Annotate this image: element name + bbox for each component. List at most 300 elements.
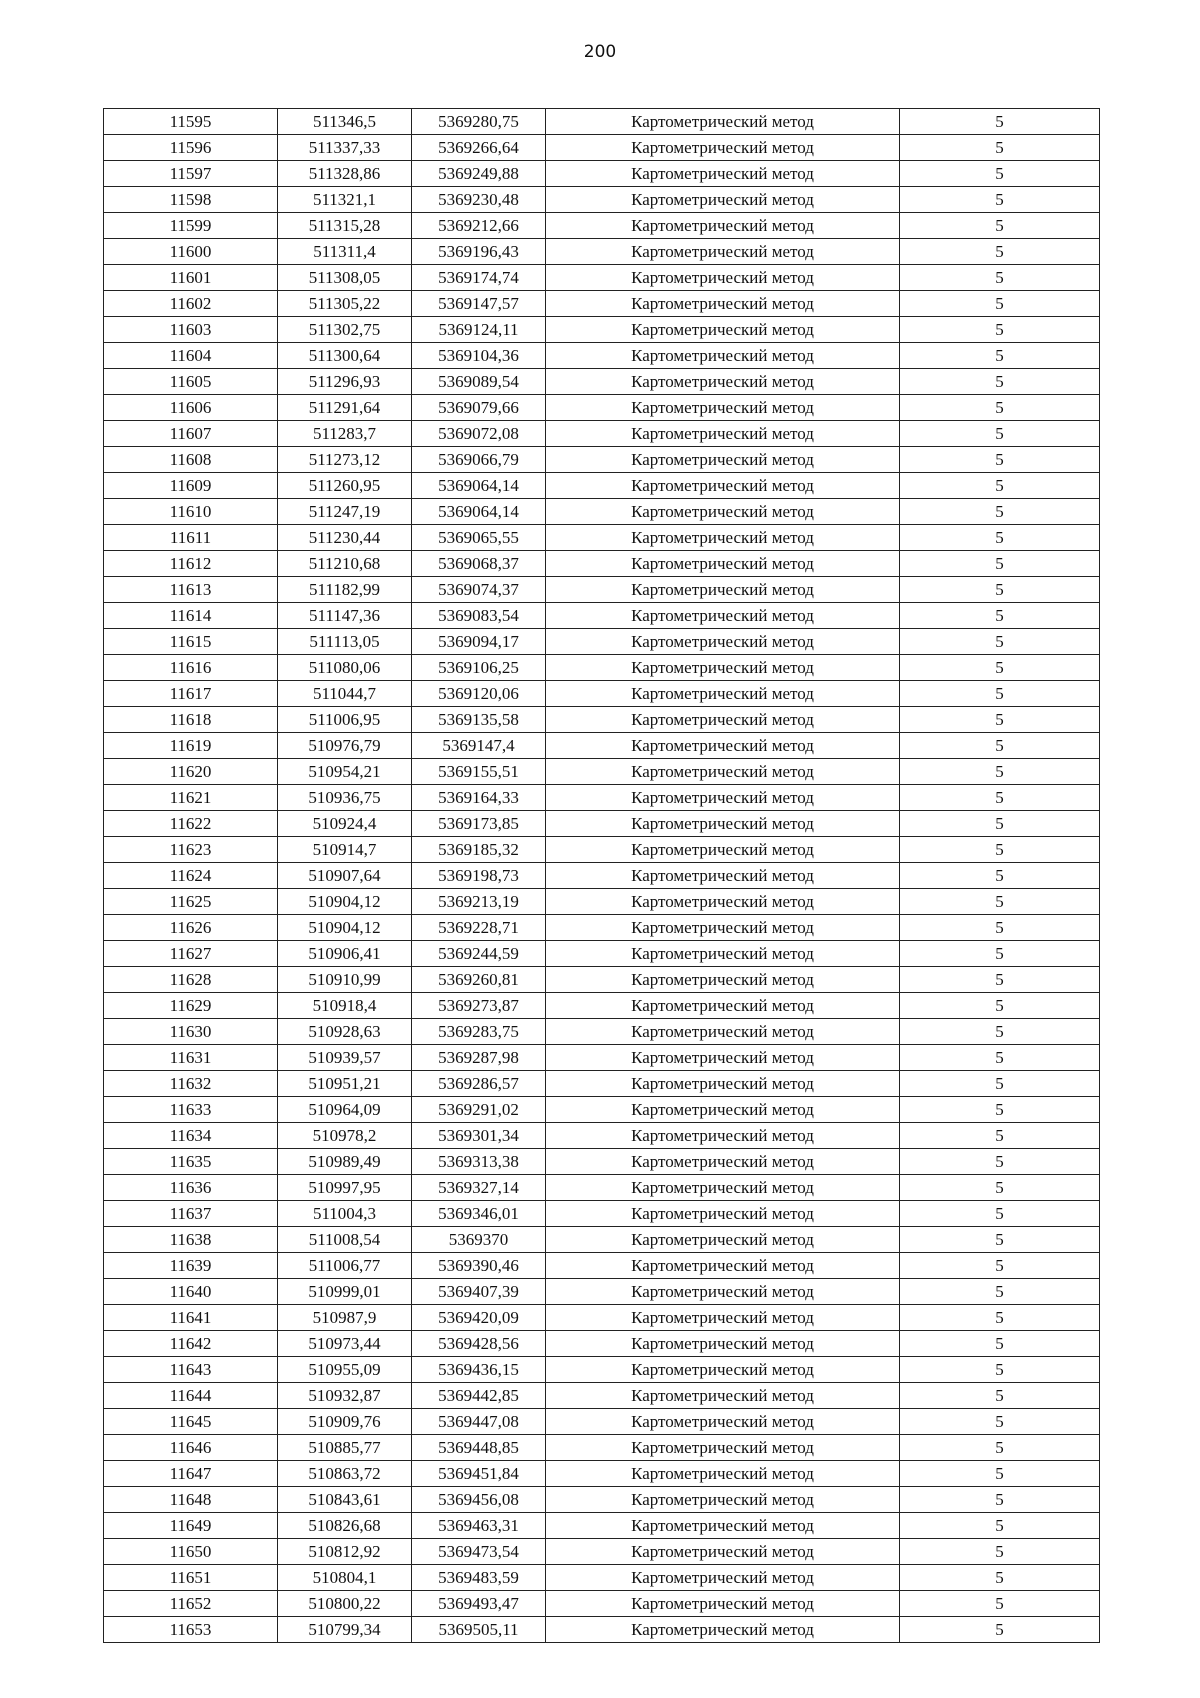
table-row	[104, 603, 1100, 629]
table-row	[104, 1487, 1100, 1513]
y-coordinate-cell: 5369064,14	[412, 473, 546, 499]
accuracy-cell: 5	[900, 395, 1100, 421]
y-coordinate-cell: 5369068,37	[412, 551, 546, 577]
y-coordinate-cell: 5369066,79	[412, 447, 546, 473]
y-coordinate-cell: 5369473,54	[412, 1539, 546, 1565]
table-row	[104, 291, 1100, 317]
table-row	[104, 1513, 1100, 1539]
y-coordinate-cell: 5369135,58	[412, 707, 546, 733]
table-row	[104, 577, 1100, 603]
y-coordinate-cell: 5369286,57	[412, 1071, 546, 1097]
y-coordinate-cell: 5369287,98	[412, 1045, 546, 1071]
method-cell: Картометрический метод	[546, 1383, 900, 1409]
x-coordinate-cell: 510939,57	[278, 1045, 412, 1071]
method-cell: Картометрический метод	[546, 811, 900, 837]
accuracy-cell: 5	[900, 1123, 1100, 1149]
x-coordinate-cell: 511296,93	[278, 369, 412, 395]
y-coordinate-cell: 5369185,32	[412, 837, 546, 863]
point-number-cell: 11617	[104, 681, 278, 707]
x-coordinate-cell: 511273,12	[278, 447, 412, 473]
method-cell: Картометрический метод	[546, 993, 900, 1019]
x-coordinate-cell: 511305,22	[278, 291, 412, 317]
x-coordinate-cell: 511006,95	[278, 707, 412, 733]
x-coordinate-cell: 510964,09	[278, 1097, 412, 1123]
method-cell: Картометрический метод	[546, 135, 900, 161]
accuracy-cell: 5	[900, 1097, 1100, 1123]
x-coordinate-cell: 511008,54	[278, 1227, 412, 1253]
table-row	[104, 1565, 1100, 1591]
x-coordinate-cell: 510951,21	[278, 1071, 412, 1097]
x-coordinate-cell: 511004,3	[278, 1201, 412, 1227]
y-coordinate-cell: 5369493,47	[412, 1591, 546, 1617]
x-coordinate-cell: 510914,7	[278, 837, 412, 863]
method-cell: Картометрический метод	[546, 863, 900, 889]
accuracy-cell: 5	[900, 1591, 1100, 1617]
x-coordinate-cell: 510826,68	[278, 1513, 412, 1539]
point-number-cell: 11627	[104, 941, 278, 967]
method-cell: Картометрический метод	[546, 1201, 900, 1227]
table-row	[104, 1175, 1100, 1201]
method-cell: Картометрический метод	[546, 1539, 900, 1565]
method-cell: Картометрический метод	[546, 603, 900, 629]
accuracy-cell: 5	[900, 551, 1100, 577]
x-coordinate-cell: 510978,2	[278, 1123, 412, 1149]
accuracy-cell: 5	[900, 525, 1100, 551]
table-row	[104, 1617, 1100, 1643]
accuracy-cell: 5	[900, 1305, 1100, 1331]
accuracy-cell: 5	[900, 213, 1100, 239]
accuracy-cell: 5	[900, 343, 1100, 369]
y-coordinate-cell: 5369448,85	[412, 1435, 546, 1461]
x-coordinate-cell: 511113,05	[278, 629, 412, 655]
point-number-cell: 11630	[104, 1019, 278, 1045]
table-row	[104, 707, 1100, 733]
x-coordinate-cell: 511210,68	[278, 551, 412, 577]
point-number-cell: 11621	[104, 785, 278, 811]
x-coordinate-cell: 510863,72	[278, 1461, 412, 1487]
table-row	[104, 1123, 1100, 1149]
table-row	[104, 395, 1100, 421]
y-coordinate-cell: 5369456,08	[412, 1487, 546, 1513]
x-coordinate-cell: 510936,75	[278, 785, 412, 811]
point-number-cell: 11608	[104, 447, 278, 473]
method-cell: Картометрический метод	[546, 1019, 900, 1045]
y-coordinate-cell: 5369420,09	[412, 1305, 546, 1331]
y-coordinate-cell: 5369390,46	[412, 1253, 546, 1279]
coordinates-table	[103, 108, 1100, 1643]
point-number-cell: 11639	[104, 1253, 278, 1279]
table-row	[104, 655, 1100, 681]
x-coordinate-cell: 510976,79	[278, 733, 412, 759]
x-coordinate-cell: 510955,09	[278, 1357, 412, 1383]
y-coordinate-cell: 5369094,17	[412, 629, 546, 655]
accuracy-cell: 5	[900, 1617, 1100, 1643]
method-cell: Картометрический метод	[546, 239, 900, 265]
table-row	[104, 421, 1100, 447]
x-coordinate-cell: 511300,64	[278, 343, 412, 369]
point-number-cell: 11649	[104, 1513, 278, 1539]
table-row	[104, 551, 1100, 577]
x-coordinate-cell: 510904,12	[278, 889, 412, 915]
y-coordinate-cell: 5369198,73	[412, 863, 546, 889]
point-number-cell: 11641	[104, 1305, 278, 1331]
point-number-cell: 11623	[104, 837, 278, 863]
table-row	[104, 1383, 1100, 1409]
method-cell: Картометрический метод	[546, 655, 900, 681]
method-cell: Картометрический метод	[546, 1227, 900, 1253]
accuracy-cell: 5	[900, 1513, 1100, 1539]
x-coordinate-cell: 510932,87	[278, 1383, 412, 1409]
y-coordinate-cell: 5369064,14	[412, 499, 546, 525]
y-coordinate-cell: 5369283,75	[412, 1019, 546, 1045]
table-row	[104, 681, 1100, 707]
x-coordinate-cell: 510928,63	[278, 1019, 412, 1045]
method-cell: Картометрический метод	[546, 941, 900, 967]
x-coordinate-cell: 511311,4	[278, 239, 412, 265]
table-row	[104, 369, 1100, 395]
x-coordinate-cell: 510918,4	[278, 993, 412, 1019]
x-coordinate-cell: 510910,99	[278, 967, 412, 993]
method-cell: Картометрический метод	[546, 447, 900, 473]
point-number-cell: 11647	[104, 1461, 278, 1487]
y-coordinate-cell: 5369244,59	[412, 941, 546, 967]
accuracy-cell: 5	[900, 655, 1100, 681]
table-row	[104, 187, 1100, 213]
y-coordinate-cell: 5369106,25	[412, 655, 546, 681]
point-number-cell: 11615	[104, 629, 278, 655]
accuracy-cell: 5	[900, 1565, 1100, 1591]
table-row	[104, 1461, 1100, 1487]
method-cell: Картометрический метод	[546, 1409, 900, 1435]
accuracy-cell: 5	[900, 1253, 1100, 1279]
y-coordinate-cell: 5369104,36	[412, 343, 546, 369]
y-coordinate-cell: 5369260,81	[412, 967, 546, 993]
y-coordinate-cell: 5369483,59	[412, 1565, 546, 1591]
method-cell: Картометрический метод	[546, 759, 900, 785]
table-row	[104, 473, 1100, 499]
x-coordinate-cell: 511321,1	[278, 187, 412, 213]
point-number-cell: 11613	[104, 577, 278, 603]
method-cell: Картометрический метод	[546, 369, 900, 395]
point-number-cell: 11609	[104, 473, 278, 499]
table-row	[104, 1357, 1100, 1383]
accuracy-cell: 5	[900, 811, 1100, 837]
point-number-cell: 11612	[104, 551, 278, 577]
method-cell: Картометрический метод	[546, 1305, 900, 1331]
accuracy-cell: 5	[900, 993, 1100, 1019]
y-coordinate-cell: 5369155,51	[412, 759, 546, 785]
point-number-cell: 11642	[104, 1331, 278, 1357]
accuracy-cell: 5	[900, 1331, 1100, 1357]
accuracy-cell: 5	[900, 577, 1100, 603]
point-number-cell: 11652	[104, 1591, 278, 1617]
y-coordinate-cell: 5369436,15	[412, 1357, 546, 1383]
point-number-cell: 11628	[104, 967, 278, 993]
point-number-cell: 11616	[104, 655, 278, 681]
x-coordinate-cell: 511346,5	[278, 109, 412, 135]
method-cell: Картометрический метод	[546, 1123, 900, 1149]
method-cell: Картометрический метод	[546, 317, 900, 343]
point-number-cell: 11636	[104, 1175, 278, 1201]
method-cell: Картометрический метод	[546, 1253, 900, 1279]
table-row	[104, 993, 1100, 1019]
method-cell: Картометрический метод	[546, 395, 900, 421]
y-coordinate-cell: 5369442,85	[412, 1383, 546, 1409]
method-cell: Картометрический метод	[546, 1435, 900, 1461]
table-row	[104, 317, 1100, 343]
accuracy-cell: 5	[900, 837, 1100, 863]
point-number-cell: 11606	[104, 395, 278, 421]
x-coordinate-cell: 510909,76	[278, 1409, 412, 1435]
point-number-cell: 11607	[104, 421, 278, 447]
x-coordinate-cell: 511044,7	[278, 681, 412, 707]
point-number-cell: 11638	[104, 1227, 278, 1253]
y-coordinate-cell: 5369120,06	[412, 681, 546, 707]
point-number-cell: 11637	[104, 1201, 278, 1227]
y-coordinate-cell: 5369327,14	[412, 1175, 546, 1201]
method-cell: Картометрический метод	[546, 1175, 900, 1201]
accuracy-cell: 5	[900, 317, 1100, 343]
x-coordinate-cell: 510987,9	[278, 1305, 412, 1331]
y-coordinate-cell: 5369147,4	[412, 733, 546, 759]
point-number-cell: 11625	[104, 889, 278, 915]
point-number-cell: 11651	[104, 1565, 278, 1591]
y-coordinate-cell: 5369173,85	[412, 811, 546, 837]
point-number-cell: 11622	[104, 811, 278, 837]
method-cell: Картометрический метод	[546, 1071, 900, 1097]
accuracy-cell: 5	[900, 1487, 1100, 1513]
table-row	[104, 161, 1100, 187]
method-cell: Картометрический метод	[546, 291, 900, 317]
accuracy-cell: 5	[900, 1357, 1100, 1383]
coordinates-table-body	[104, 109, 1100, 1643]
x-coordinate-cell: 510804,1	[278, 1565, 412, 1591]
point-number-cell: 11605	[104, 369, 278, 395]
table-row	[104, 499, 1100, 525]
table-row	[104, 1019, 1100, 1045]
point-number-cell: 11603	[104, 317, 278, 343]
point-number-cell: 11629	[104, 993, 278, 1019]
point-number-cell: 11648	[104, 1487, 278, 1513]
method-cell: Картометрический метод	[546, 109, 900, 135]
accuracy-cell: 5	[900, 135, 1100, 161]
y-coordinate-cell: 5369273,87	[412, 993, 546, 1019]
x-coordinate-cell: 511147,36	[278, 603, 412, 629]
y-coordinate-cell: 5369447,08	[412, 1409, 546, 1435]
accuracy-cell: 5	[900, 681, 1100, 707]
accuracy-cell: 5	[900, 1279, 1100, 1305]
method-cell: Картометрический метод	[546, 1487, 900, 1513]
method-cell: Картометрический метод	[546, 707, 900, 733]
x-coordinate-cell: 510906,41	[278, 941, 412, 967]
point-number-cell: 11601	[104, 265, 278, 291]
method-cell: Картометрический метод	[546, 551, 900, 577]
x-coordinate-cell: 510904,12	[278, 915, 412, 941]
accuracy-cell: 5	[900, 291, 1100, 317]
table-row	[104, 863, 1100, 889]
accuracy-cell: 5	[900, 603, 1100, 629]
x-coordinate-cell: 510997,95	[278, 1175, 412, 1201]
x-coordinate-cell: 510973,44	[278, 1331, 412, 1357]
y-coordinate-cell: 5369065,55	[412, 525, 546, 551]
accuracy-cell: 5	[900, 759, 1100, 785]
table-row	[104, 889, 1100, 915]
table-row	[104, 1227, 1100, 1253]
table-row	[104, 213, 1100, 239]
x-coordinate-cell: 511315,28	[278, 213, 412, 239]
table-row	[104, 109, 1100, 135]
x-coordinate-cell: 511337,33	[278, 135, 412, 161]
accuracy-cell: 5	[900, 1383, 1100, 1409]
y-coordinate-cell: 5369164,33	[412, 785, 546, 811]
point-number-cell: 11631	[104, 1045, 278, 1071]
y-coordinate-cell: 5369230,48	[412, 187, 546, 213]
table-row	[104, 1097, 1100, 1123]
accuracy-cell: 5	[900, 1461, 1100, 1487]
method-cell: Картометрический метод	[546, 1357, 900, 1383]
table-row	[104, 733, 1100, 759]
point-number-cell: 11653	[104, 1617, 278, 1643]
y-coordinate-cell: 5369266,64	[412, 135, 546, 161]
method-cell: Картометрический метод	[546, 421, 900, 447]
x-coordinate-cell: 510843,61	[278, 1487, 412, 1513]
table-row	[104, 1201, 1100, 1227]
method-cell: Картометрический метод	[546, 1513, 900, 1539]
accuracy-cell: 5	[900, 187, 1100, 213]
y-coordinate-cell: 5369291,02	[412, 1097, 546, 1123]
method-cell: Картометрический метод	[546, 785, 900, 811]
point-number-cell: 11626	[104, 915, 278, 941]
y-coordinate-cell: 5369370	[412, 1227, 546, 1253]
point-number-cell: 11633	[104, 1097, 278, 1123]
point-number-cell: 11624	[104, 863, 278, 889]
point-number-cell: 11646	[104, 1435, 278, 1461]
table-row	[104, 525, 1100, 551]
method-cell: Картометрический метод	[546, 915, 900, 941]
accuracy-cell: 5	[900, 863, 1100, 889]
table-row	[104, 135, 1100, 161]
y-coordinate-cell: 5369301,34	[412, 1123, 546, 1149]
accuracy-cell: 5	[900, 1045, 1100, 1071]
point-number-cell: 11599	[104, 213, 278, 239]
y-coordinate-cell: 5369074,37	[412, 577, 546, 603]
accuracy-cell: 5	[900, 889, 1100, 915]
point-number-cell: 11632	[104, 1071, 278, 1097]
x-coordinate-cell: 511308,05	[278, 265, 412, 291]
x-coordinate-cell: 510799,34	[278, 1617, 412, 1643]
method-cell: Картометрический метод	[546, 213, 900, 239]
method-cell: Картометрический метод	[546, 1461, 900, 1487]
y-coordinate-cell: 5369072,08	[412, 421, 546, 447]
x-coordinate-cell: 510812,92	[278, 1539, 412, 1565]
x-coordinate-cell: 510800,22	[278, 1591, 412, 1617]
x-coordinate-cell: 511260,95	[278, 473, 412, 499]
point-number-cell: 11595	[104, 109, 278, 135]
point-number-cell: 11614	[104, 603, 278, 629]
point-number-cell: 11600	[104, 239, 278, 265]
method-cell: Картометрический метод	[546, 1617, 900, 1643]
x-coordinate-cell: 510907,64	[278, 863, 412, 889]
accuracy-cell: 5	[900, 473, 1100, 499]
accuracy-cell: 5	[900, 707, 1100, 733]
table-row	[104, 759, 1100, 785]
accuracy-cell: 5	[900, 629, 1100, 655]
table-row	[104, 1253, 1100, 1279]
method-cell: Картометрический метод	[546, 889, 900, 915]
method-cell: Картометрический метод	[546, 837, 900, 863]
method-cell: Картометрический метод	[546, 343, 900, 369]
point-number-cell: 11643	[104, 1357, 278, 1383]
accuracy-cell: 5	[900, 1071, 1100, 1097]
accuracy-cell: 5	[900, 1409, 1100, 1435]
point-number-cell: 11618	[104, 707, 278, 733]
table-row	[104, 1409, 1100, 1435]
accuracy-cell: 5	[900, 109, 1100, 135]
table-row	[104, 1149, 1100, 1175]
method-cell: Картометрический метод	[546, 681, 900, 707]
y-coordinate-cell: 5369451,84	[412, 1461, 546, 1487]
method-cell: Картометрический метод	[546, 733, 900, 759]
y-coordinate-cell: 5369213,19	[412, 889, 546, 915]
table-row	[104, 1305, 1100, 1331]
point-number-cell: 11644	[104, 1383, 278, 1409]
method-cell: Картометрический метод	[546, 1279, 900, 1305]
method-cell: Картометрический метод	[546, 967, 900, 993]
method-cell: Картометрический метод	[546, 161, 900, 187]
accuracy-cell: 5	[900, 941, 1100, 967]
table-row	[104, 447, 1100, 473]
method-cell: Картометрический метод	[546, 1149, 900, 1175]
y-coordinate-cell: 5369505,11	[412, 1617, 546, 1643]
point-number-cell: 11597	[104, 161, 278, 187]
table-row	[104, 941, 1100, 967]
x-coordinate-cell: 511328,86	[278, 161, 412, 187]
accuracy-cell: 5	[900, 967, 1100, 993]
y-coordinate-cell: 5369196,43	[412, 239, 546, 265]
point-number-cell: 11610	[104, 499, 278, 525]
x-coordinate-cell: 511283,7	[278, 421, 412, 447]
y-coordinate-cell: 5369346,01	[412, 1201, 546, 1227]
table-row	[104, 629, 1100, 655]
point-number-cell: 11598	[104, 187, 278, 213]
accuracy-cell: 5	[900, 421, 1100, 447]
x-coordinate-cell: 511291,64	[278, 395, 412, 421]
point-number-cell: 11634	[104, 1123, 278, 1149]
point-number-cell: 11602	[104, 291, 278, 317]
method-cell: Картометрический метод	[546, 1045, 900, 1071]
point-number-cell: 11611	[104, 525, 278, 551]
y-coordinate-cell: 5369083,54	[412, 603, 546, 629]
table-row	[104, 811, 1100, 837]
point-number-cell: 11645	[104, 1409, 278, 1435]
y-coordinate-cell: 5369079,66	[412, 395, 546, 421]
accuracy-cell: 5	[900, 265, 1100, 291]
accuracy-cell: 5	[900, 785, 1100, 811]
table-row	[104, 1071, 1100, 1097]
x-coordinate-cell: 511006,77	[278, 1253, 412, 1279]
y-coordinate-cell: 5369174,74	[412, 265, 546, 291]
table-row	[104, 1539, 1100, 1565]
accuracy-cell: 5	[900, 1175, 1100, 1201]
x-coordinate-cell: 510924,4	[278, 811, 412, 837]
accuracy-cell: 5	[900, 1227, 1100, 1253]
accuracy-cell: 5	[900, 1019, 1100, 1045]
x-coordinate-cell: 511080,06	[278, 655, 412, 681]
y-coordinate-cell: 5369407,39	[412, 1279, 546, 1305]
y-coordinate-cell: 5369280,75	[412, 109, 546, 135]
method-cell: Картометрический метод	[546, 1097, 900, 1123]
point-number-cell: 11640	[104, 1279, 278, 1305]
